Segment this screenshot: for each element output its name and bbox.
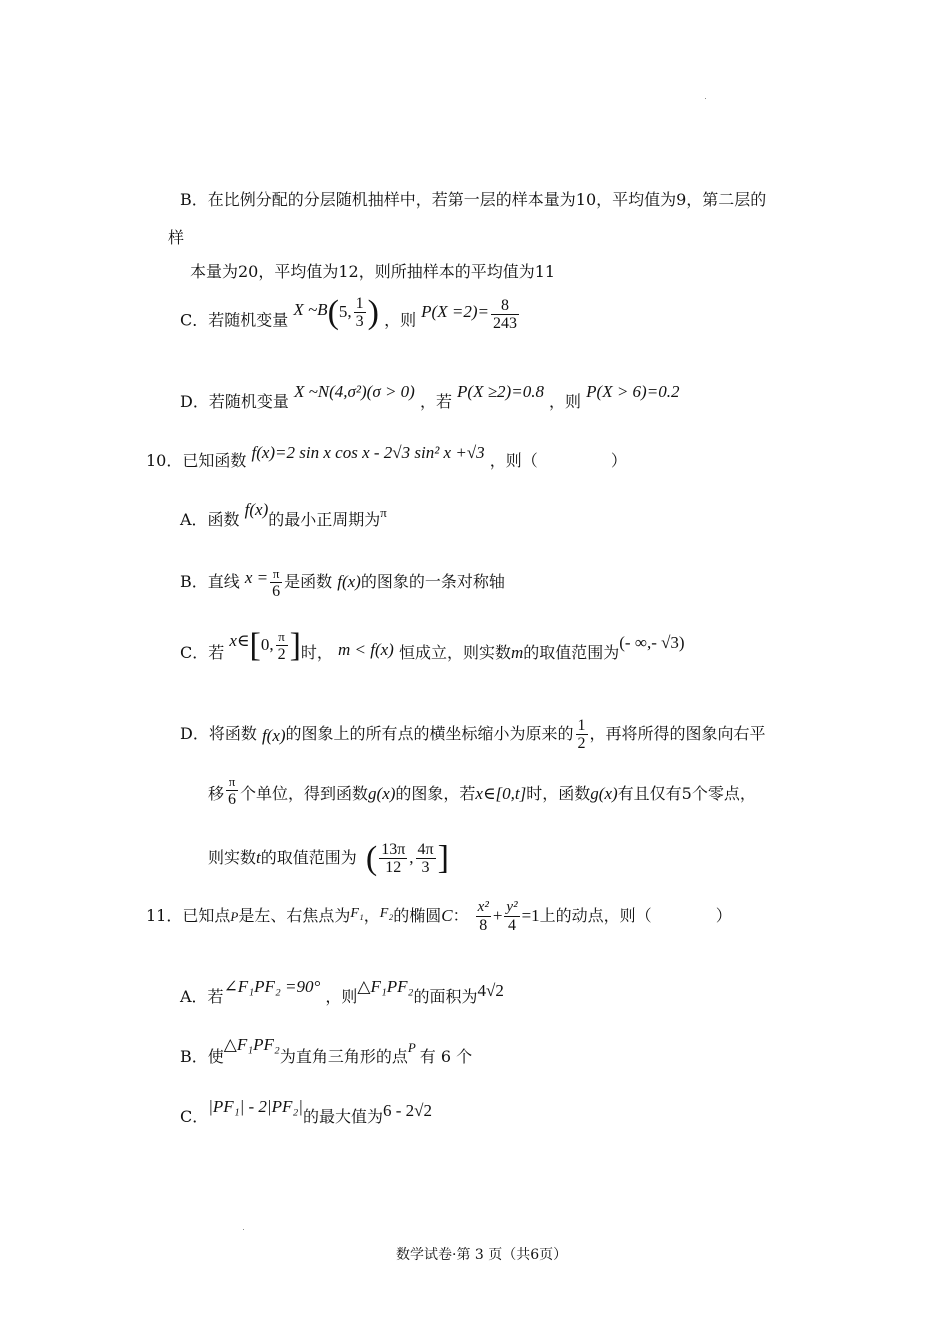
q11-option-b — [180, 1035, 473, 1073]
q10-d3-t: t — [256, 848, 261, 867]
q11-ellipse-x-frac — [476, 899, 491, 934]
q10-d3-a-den: 12 — [385, 859, 402, 876]
q10-a-text: 的最小正周期为 — [268, 510, 381, 529]
q11-a-then: ，则 — [325, 987, 358, 1006]
q10-d3-text1: 则实数 — [208, 848, 257, 867]
q11-stem-c: C — [441, 906, 453, 925]
q10-option-d-line3 — [208, 836, 449, 881]
q11-stem-f1: F₁ — [350, 906, 364, 921]
q10-d-label: D．将函数 — [180, 724, 257, 743]
q11-stem-colon: ： — [452, 906, 469, 925]
q9-c-lparen: ( — [327, 293, 339, 331]
q10-d2-text4: 时，函数 — [526, 784, 591, 803]
q9-c-prob-frac — [491, 297, 519, 332]
q10-d2-text5: 有且仅有5个零点， — [617, 784, 756, 803]
q10-b-text2: 的图象的一条对称轴 — [360, 572, 505, 591]
q10-b-x: x = — [244, 568, 269, 587]
q11-stem-sep: ， — [363, 906, 380, 925]
q11-a-angle: ∠F₁PF₂ =90° — [223, 977, 321, 996]
q10-c-m: m — [510, 643, 524, 662]
q10-d2-cond: x∈[0,t] — [475, 784, 527, 803]
page-footer — [396, 1244, 567, 1264]
q11-c-val: 6 - 2√2 — [382, 1101, 432, 1120]
q9-option-d — [180, 382, 679, 422]
q10-d3-b-num: 4π — [417, 841, 434, 858]
q10-a-val: π — [380, 505, 387, 520]
q10-d-text2: ，再将所得的图象向右平 — [589, 724, 766, 743]
q10-stem-then: ，则（ — [489, 451, 538, 470]
q9-c-prob-num: 8 — [491, 297, 519, 315]
q9-option-b-line3 — [190, 262, 555, 282]
q11-ellipse-y-frac — [504, 899, 519, 934]
q11-stem-text1: 是左、右焦点为 — [238, 906, 351, 925]
q9-c-prob: P(X =2)= — [421, 302, 489, 321]
q9-c-p-den: 3 — [355, 313, 364, 330]
q11-stem-text2: 的椭圆 — [393, 906, 442, 925]
q9-c-dist: X ~B — [293, 300, 328, 319]
q10-option-c — [180, 628, 685, 679]
q11-stem-text3: 上的动点，则（ — [539, 906, 652, 925]
q11-a-val: 4√2 — [477, 981, 504, 1000]
q11-ellipse-x2: x² — [477, 899, 489, 915]
q10-option-d-line2 — [208, 774, 756, 814]
q10-b-frac — [270, 565, 282, 600]
q9-c-rparen: ) — [367, 293, 379, 331]
q10-c-label: C．若 — [180, 643, 225, 662]
q10-c-rbracket: ] — [289, 626, 301, 664]
q10-stem-label: 10．已知函数 — [146, 451, 247, 470]
q10-a-label: A．函数 — [180, 510, 240, 529]
q10-d3-a-num: 13π — [381, 841, 406, 858]
speck-bottom-left — [243, 1229, 244, 1230]
q10-c-int-a: 0, — [260, 635, 274, 654]
q10-d2-g: g(x) — [368, 784, 396, 803]
q11-stem-close: ） — [715, 906, 732, 925]
q11-a-label: A．若 — [180, 987, 224, 1006]
q11-a-tri: △F₁PF₂ — [357, 977, 414, 996]
q10-b-num: π — [270, 565, 282, 583]
q10-c-int-den: 2 — [277, 646, 286, 663]
q10-a-func: f(x) — [244, 500, 269, 519]
q11-stem — [146, 892, 732, 942]
q11-ellipse-4: 4 — [508, 917, 516, 934]
q10-c-text3: 的取值范围为 — [523, 643, 620, 662]
q10-d3-rbracket: ] — [437, 839, 449, 877]
q9-b-text-2: 样 — [168, 228, 185, 247]
q11-b-label: B．使 — [180, 1047, 224, 1066]
q10-d-half-num: 1 — [577, 717, 586, 734]
q10-b-func: f(x) — [337, 572, 361, 591]
q10-d3-b-den: 3 — [421, 859, 430, 876]
q9-option-c — [180, 293, 521, 341]
q11-stem-f2: F₂ — [379, 906, 394, 921]
q10-d3-text2: 的取值范围为 — [260, 848, 357, 867]
q9-d-dist: X ~N(4,σ²)(σ > 0) — [293, 382, 415, 401]
q10-stem-func: f(x)=2 sin x cos x - 2√3 sin² x +√3 — [251, 443, 485, 462]
q10-option-b — [180, 562, 505, 602]
q11-option-c — [180, 1097, 432, 1132]
page-number-label: 数学试卷·第 3 页（共6页） — [396, 1247, 568, 1263]
q10-c-text1: 时， — [300, 643, 333, 662]
q9-c-then: ，则 — [384, 310, 417, 330]
q9-d-if: ，若 — [419, 392, 452, 411]
q10-d2-den: 6 — [228, 791, 237, 808]
q11-ellipse-y2: y² — [506, 899, 518, 915]
q9-option-b-line1 — [180, 190, 766, 210]
q10-c-range: (- ∞,- √3) — [619, 633, 685, 652]
q10-d2-g2: g(x) — [590, 784, 618, 803]
q10-d2-text1: 移 — [208, 784, 225, 803]
q9-d-result: P(X > 6)=0.2 — [586, 382, 680, 401]
q10-d2-frac — [226, 773, 238, 808]
q9-option-b-line2 — [168, 228, 184, 248]
q10-c-int-frac — [276, 628, 288, 663]
q10-d2-text2: 个单位，得到函数 — [240, 784, 369, 803]
q10-b-text1: 是函数 — [284, 572, 333, 591]
q11-c-text: 的最大值为 — [302, 1107, 383, 1126]
q10-d3-comma: , — [409, 848, 414, 867]
q9-b-text-3: 本量为20，平均值为12，则所抽样本的平均值为11 — [190, 262, 556, 281]
q9-b-text-1: B．在比例分配的分层随机抽样中，若第一层的样本量为10，平均值为9，第二层的 — [180, 190, 767, 209]
q10-option-a — [180, 500, 387, 536]
q9-c-p-frac — [354, 295, 366, 330]
q10-option-d-line1 — [180, 714, 766, 754]
q10-stem — [146, 443, 627, 476]
q11-ellipse-plus: + — [492, 906, 503, 925]
q9-c-p-num: 1 — [355, 295, 364, 312]
q9-d-given: P(X ≥2)=0.8 — [457, 382, 544, 401]
speck-top-right — [705, 98, 706, 99]
q10-d-text1: 的图象上的所有点的横坐标缩小为原来的 — [285, 724, 574, 743]
q10-d-half-frac — [576, 717, 588, 752]
q9-d-label: D．若随机变量 — [180, 392, 289, 411]
q10-d3-frac-a — [379, 841, 407, 876]
q11-c-expr: |PF₁| - 2|PF₂| — [208, 1097, 303, 1116]
q9-c-prob-den: 243 — [492, 315, 517, 332]
q11-b-text2: 有 6 个 — [419, 1047, 473, 1066]
q11-stem-label: 11．已知点 — [146, 906, 231, 925]
q9-d-then: ，则 — [549, 392, 582, 411]
q11-option-a — [180, 977, 504, 1012]
q11-stem-p: P — [230, 909, 239, 924]
q10-c-text2: 恒成立，则实数 — [398, 643, 511, 662]
q10-d2-text3: 的图象，若 — [395, 784, 476, 803]
q9-c-n: 5, — [338, 302, 352, 321]
q11-ellipse-eq: =1 — [521, 906, 540, 925]
q10-stem-close: ） — [610, 451, 627, 470]
q11-b-tri: △F₁PF₂ — [223, 1035, 280, 1054]
q11-b-p: P — [407, 1040, 416, 1055]
q10-d2-num: π — [226, 773, 238, 791]
q10-d3-frac-b — [416, 841, 436, 876]
q9-c-label: C．若随机变量 — [180, 310, 289, 330]
q10-d-func: f(x) — [261, 726, 286, 745]
q10-c-ineq: m < f(x) — [338, 640, 394, 659]
q11-b-text1: 为直角三角形的点 — [279, 1047, 408, 1066]
q11-a-text: 的面积为 — [413, 987, 478, 1006]
q11-c-label: C． — [180, 1107, 209, 1126]
q10-b-label: B．直线 — [180, 572, 240, 591]
q10-c-cond: x∈ — [229, 631, 250, 650]
q10-c-int-num: π — [276, 628, 288, 646]
q10-d-half-den: 2 — [577, 735, 586, 752]
q11-ellipse-8: 8 — [479, 917, 488, 934]
q10-d3-lparen: ( — [365, 839, 378, 877]
q10-b-den: 6 — [272, 583, 281, 600]
q10-c-lbracket: [ — [249, 626, 261, 664]
